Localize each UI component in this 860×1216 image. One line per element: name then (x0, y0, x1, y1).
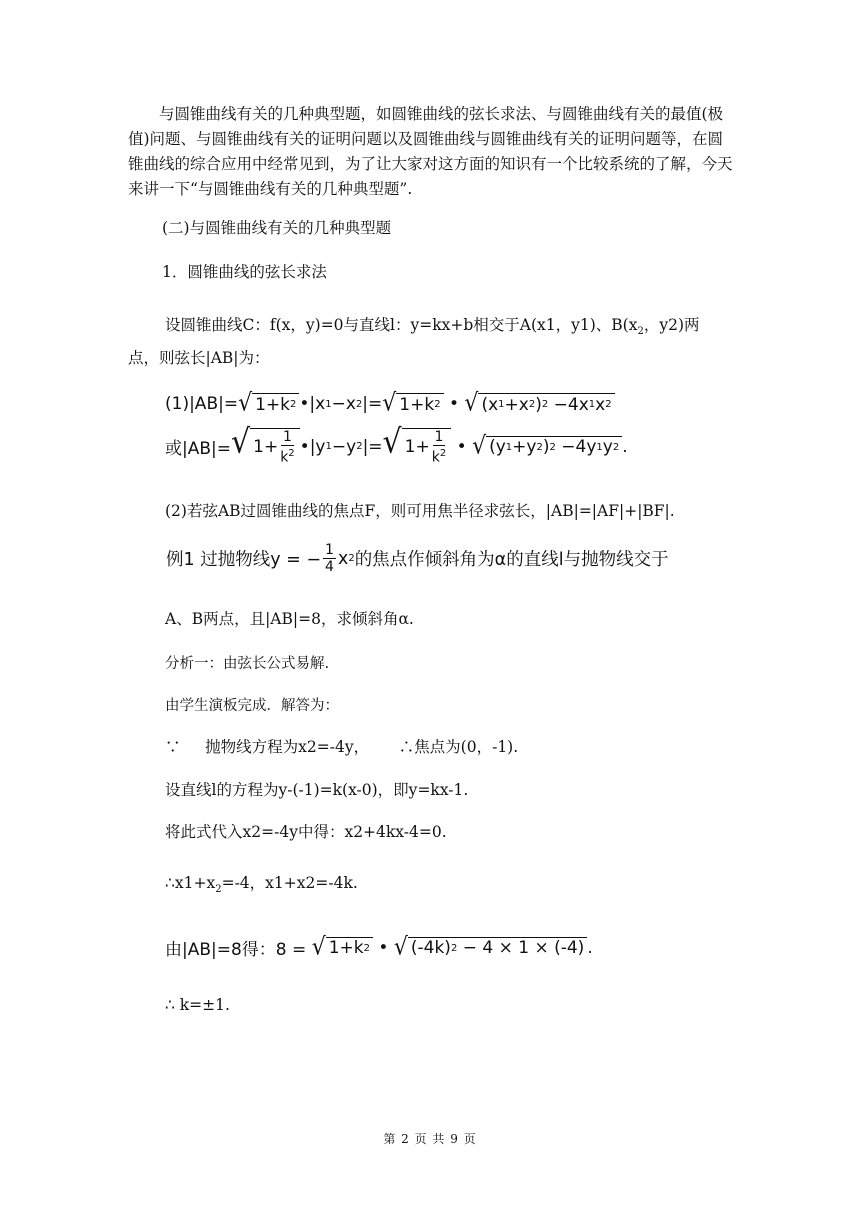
ab-length-equation: 由|AB|=8得：8 = √ 1+k 2 • √ (-4k) 2 − 4 × 1 × (-4) . (165, 933, 593, 961)
section-heading: (二)与圆锥曲线有关的几种典型题 (162, 219, 392, 237)
result-line: ∴ k=±1. (165, 996, 230, 1014)
example-1-statement: 例1 过抛物线y = − $\frac{1}{4}$ x 2 的焦点作倾斜角为α的直线l与抛物线交于 (166, 542, 669, 575)
chord-length-formula-2: 或|AB|= √ 1+ $\frac{1}{k^2}$ •|y 1 −y 2 |= √ 1+ $\frac{1}{k^2}$ • √ (y 1 +y 2 ) 2 −4y 1 y 2 . (165, 422, 628, 466)
setup-line-1: 设圆锥曲线C：f(x，y)=0与直线l：y=kx+b相交于A(x1，y1)、$B(x_2$，y2)两 (165, 316, 700, 338)
vieta-line: $\therefore x1+x_2=-4$，x1+x2=-4k. (165, 874, 358, 896)
analysis-line: 分析一：由弦长公式易解. (165, 656, 330, 672)
line-equation: 设直线l的方程为y-(-1)=k(x-0)，即y=kx-1. (165, 781, 469, 799)
substitution-line: 将此式代入x2=-4y中得：x2+4kx-4=0. (165, 823, 447, 841)
example-1-continuation: A、B两点，且|AB|=8，求倾斜角α. (165, 610, 414, 628)
page-footer: 第 2 页 共 9 页 (383, 1132, 477, 1146)
because-line: ∵ 抛物线方程为x2=-4y， ∴焦点为(0，-1). (165, 738, 519, 756)
subsection-heading: 1．圆锥曲线的弦长求法 (162, 263, 327, 281)
setup-line-2: 点，则弦长|AB|为： (128, 349, 270, 367)
focal-radius-note: (2)若弦AB过圆锥曲线的焦点F，则可用焦半径求弦长，|AB|=|AF|+|BF|. (165, 502, 675, 520)
intro-paragraph: 与圆锥曲线有关的几种典型题，如圆锥曲线的弦长求法、与圆锥曲线有关的最值(极值)问题、与圆锥曲线有关的证明问题以及圆锥曲线与圆锥曲线有关的证明问题等，在圆锥曲线的综合应用中经常见到，为了让大家对这方面的知识有一个比较系统的了解，今天来讲一下“与圆锥曲线有关的几种典型题”. (128, 105, 733, 198)
board-line: 由学生演板完成．解答为： (165, 698, 339, 714)
chord-length-formula-1: (1)|AB|= √ 1+k 2 •|x 1 −x 2 |= √ 1+k 2 • √ (x 1 +x 2 ) 2 −4x 1 x 2 (165, 393, 615, 415)
